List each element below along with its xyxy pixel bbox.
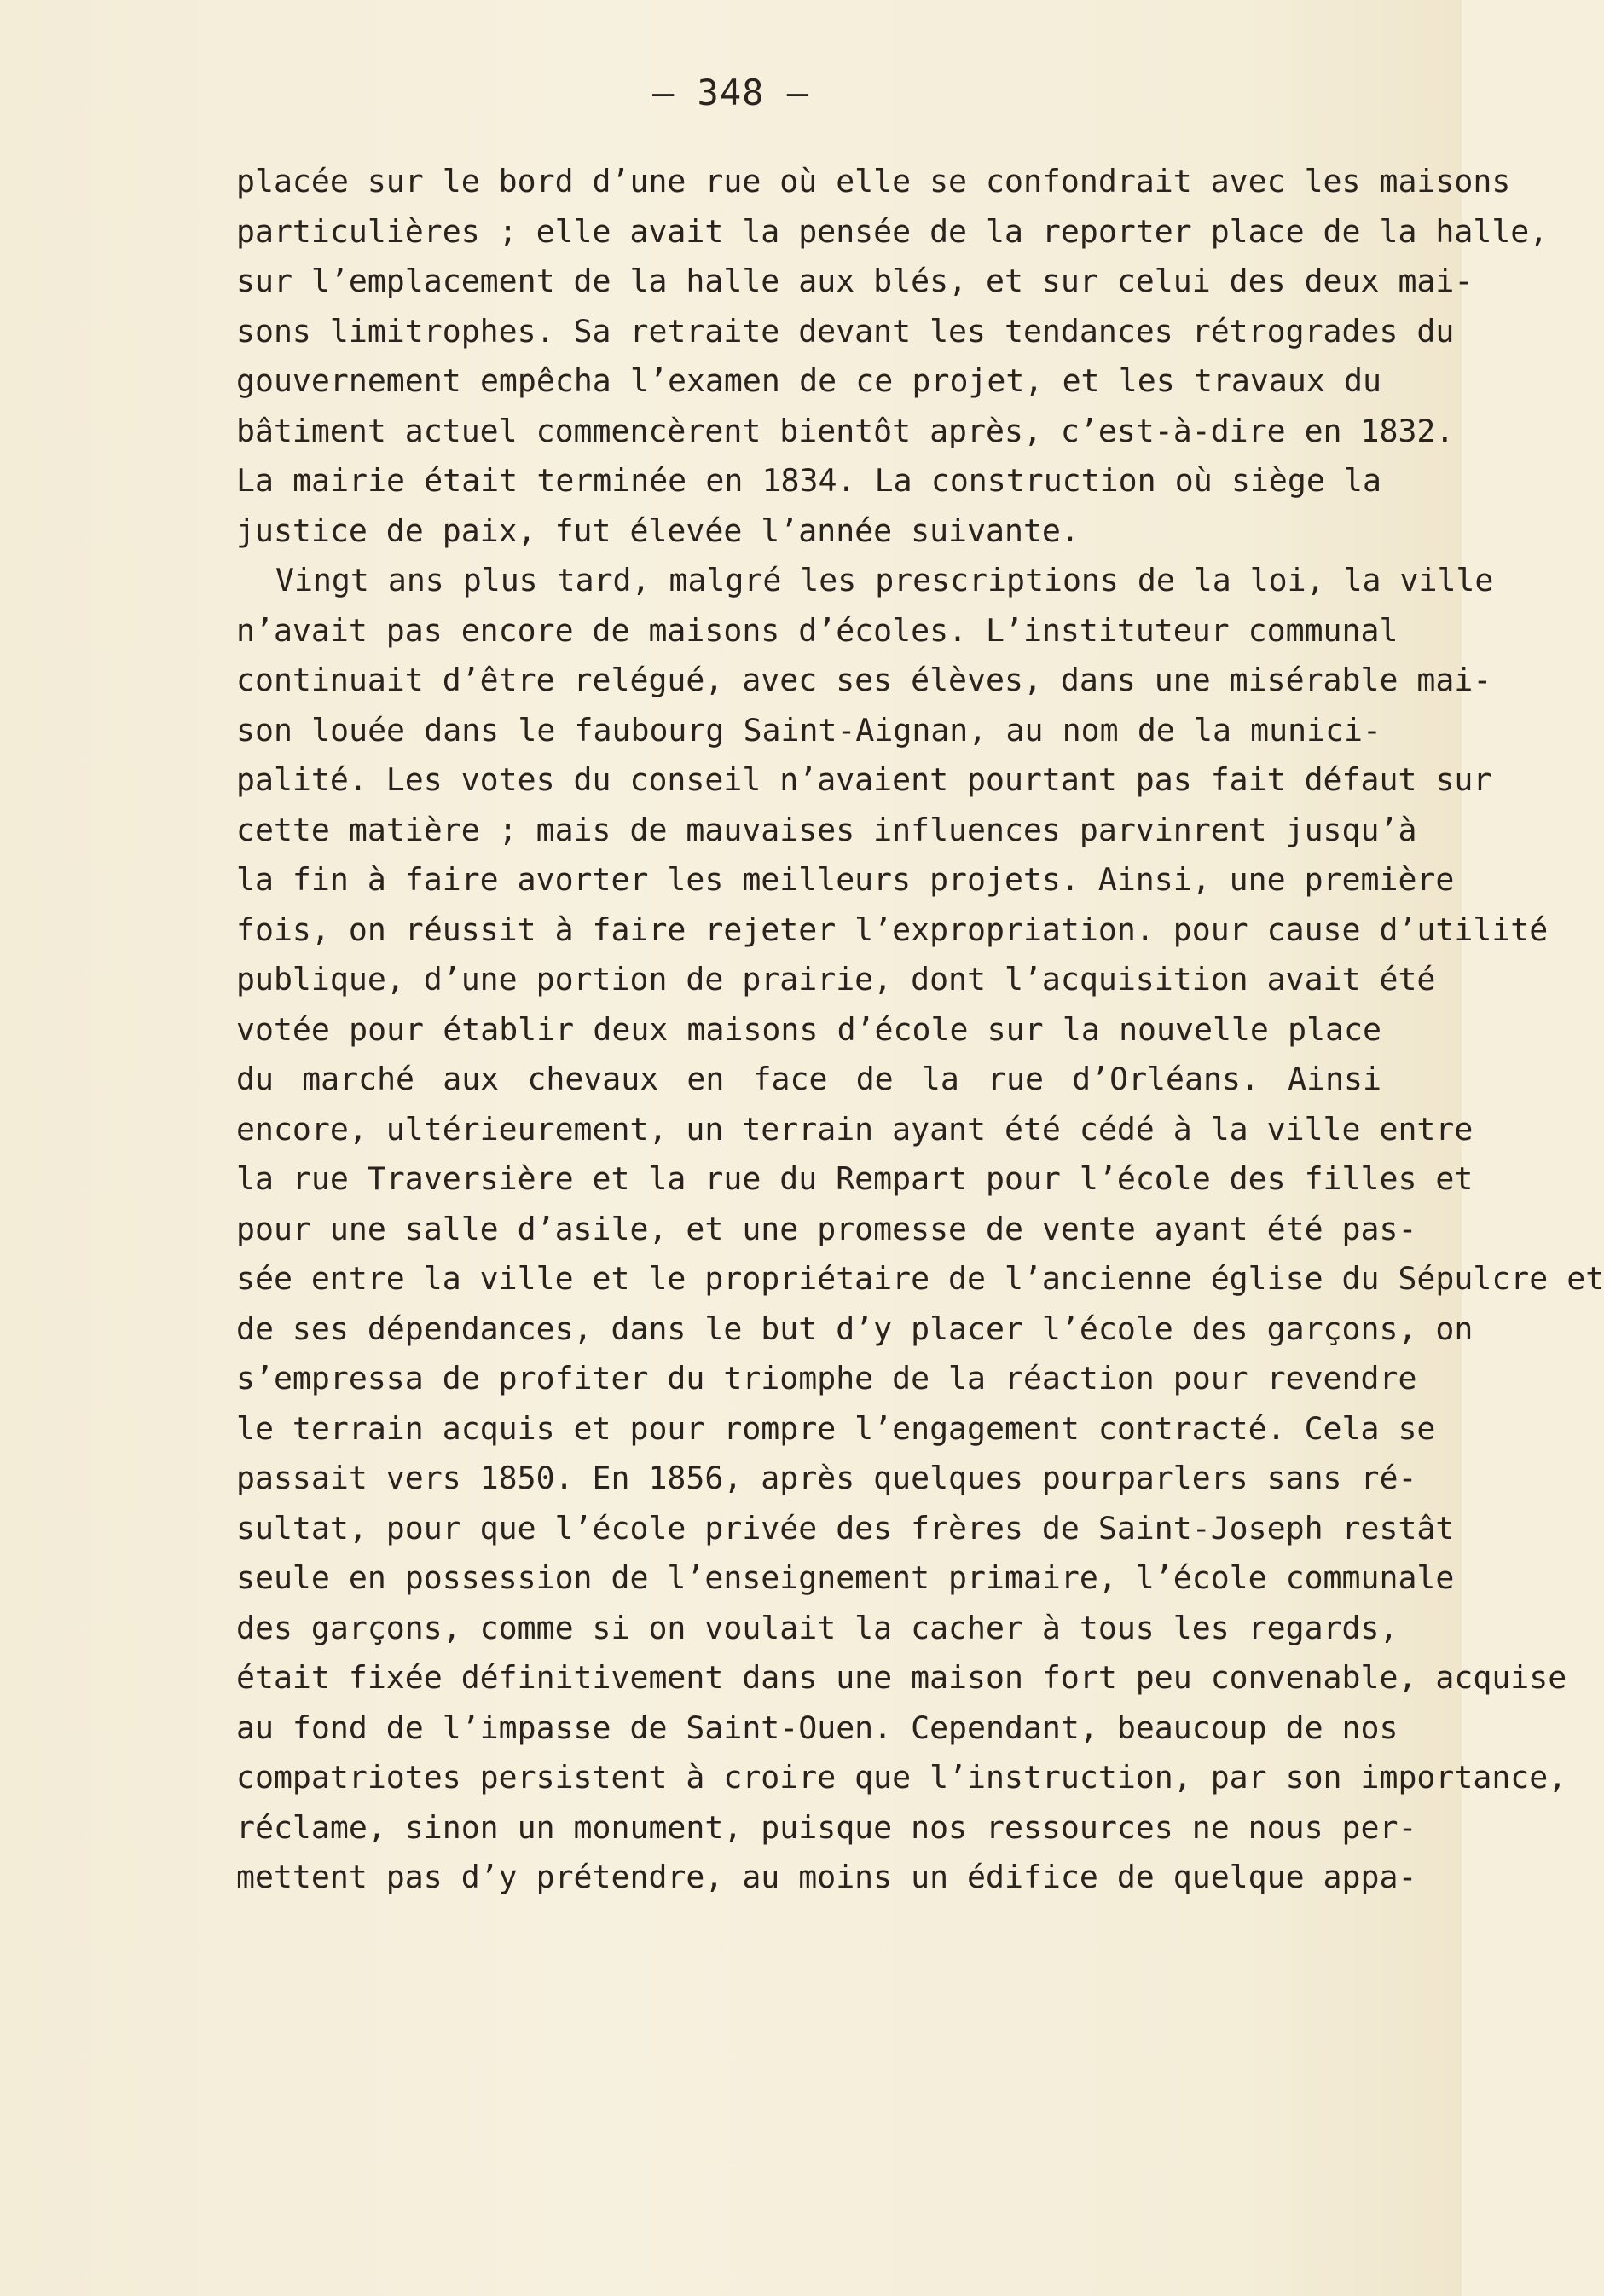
- text-line: était fixée définitivement dans une maison fort peu convenable, acquise: [236, 1659, 1567, 1696]
- text-line: palité. Les votes du conseil n’avaient pourtant pas fait défaut sur: [236, 761, 1492, 798]
- text-line: cette matière ; mais de mauvaises influences parvinrent jusqu’à: [236, 811, 1417, 848]
- text-line: seule en possession de l’enseignement primaire, l’école communale: [236, 1559, 1455, 1596]
- page-number-header: — 348 —: [651, 72, 809, 113]
- text-line: Vingt ans plus tard, malgré les prescriptions de la loi, la ville: [275, 562, 1494, 599]
- text-line: sons limitrophes. Sa retraite devant les tendances rétrogrades du: [236, 312, 1455, 350]
- text-line: compatriotes persistent à croire que l’instruction, par son importance,: [236, 1759, 1567, 1796]
- text-line: publique, d’une portion de prairie, dont l’acquisition avait été: [236, 961, 1436, 998]
- text-line: encore, ultérieurement, un terrain ayant été cédé à la ville entre: [236, 1110, 1474, 1148]
- text-line: sur l’emplacement de la halle aux blés, et sur celui des deux mai-: [236, 263, 1474, 299]
- text-line: pour une salle d’asile, et une promesse de vente ayant été pas-: [236, 1210, 1417, 1247]
- text-line: n’avait pas encore de maisons d’écoles. L’instituteur communal: [236, 611, 1398, 649]
- text-line: réclame, sinon un monument, puisque nos ressources ne nous per-: [236, 1808, 1417, 1846]
- text-line: sée entre la ville et le propriétaire de l’ancienne église du Sépulcre et: [236, 1260, 1604, 1297]
- text-line: passait vers 1850. En 1856, après quelques pourparlers sans ré-: [236, 1460, 1417, 1496]
- text-line: de ses dépendances, dans le but d’y placer l’école des garçons, on: [236, 1310, 1474, 1347]
- text-line: gouvernement empêcha l’examen de ce projet, et les travaux du: [236, 362, 1381, 399]
- text-line: placée sur le bord d’une rue où elle se confondrait avec les maisons: [236, 163, 1511, 200]
- text-line: La mairie était terminée en 1834. La construction où siège la: [236, 462, 1381, 499]
- text-line: la fin à faire avorter les meilleurs projets. Ainsi, une première: [236, 861, 1455, 898]
- text-line: votée pour établir deux maisons d’école sur la nouvelle place: [236, 1010, 1381, 1048]
- text-line: particulières ; elle avait la pensée de la reporter place de la halle,: [236, 212, 1549, 250]
- text-line: son louée dans le faubourg Saint-Aignan, au nom de la munici-: [236, 711, 1381, 749]
- text-line: bâtiment actuel commencèrent bientôt après, c’est-à-dire en 1832.: [236, 412, 1455, 449]
- text-line: fois, on réussit à faire rejeter l’expropriation. pour cause d’utilité: [236, 911, 1549, 948]
- text-line: sultat, pour que l’école privée des frères de Saint-Joseph restât: [236, 1509, 1455, 1547]
- text-line: le terrain acquis et pour rompre l’engagement contracté. Cela se: [236, 1409, 1436, 1447]
- text-line: au fond de l’impasse de Saint-Ouen. Cependant, beaucoup de nos: [236, 1709, 1398, 1746]
- text-line: la rue Traversière et la rue du Rempart pour l’école des filles et: [236, 1160, 1474, 1197]
- text-line: justice de paix, fut élevée l’année suivante.: [236, 512, 1080, 549]
- body-text: [236, 157, 1604, 1903]
- text-line: continuait d’être relégué, avec ses élèves, dans une misérable mai-: [236, 662, 1492, 698]
- text-line: mettent pas d’y prétendre, au moins un édifice de quelque appa-: [236, 1859, 1417, 1895]
- text-line: du marché aux chevaux en face de la rue d’Orléans. Ainsi: [236, 1061, 1381, 1097]
- text-line: s’empressa de profiter du triomphe de la réaction pour revendre: [236, 1360, 1417, 1397]
- text-line: des garçons, comme si on voulait la cacher à tous les regards,: [236, 1609, 1398, 1646]
